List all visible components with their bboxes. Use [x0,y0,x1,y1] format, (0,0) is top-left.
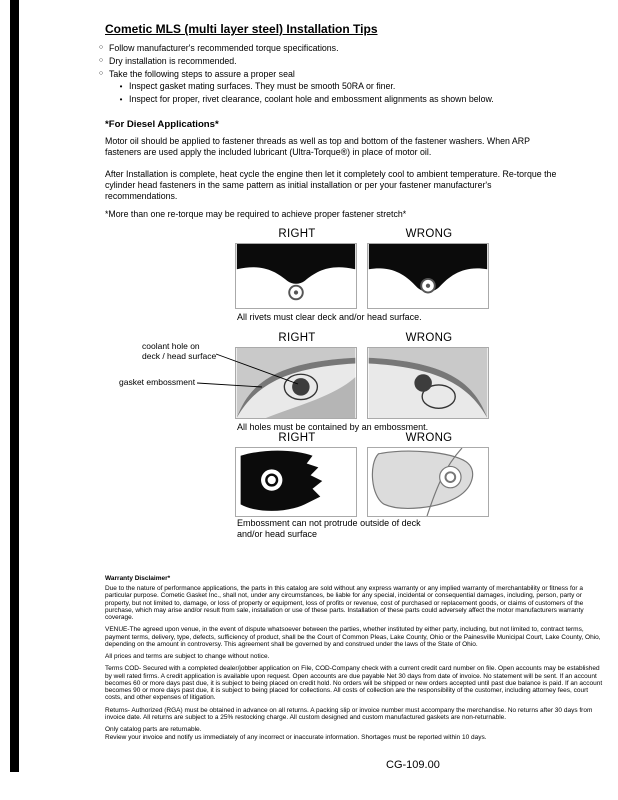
callout-line: coolant hole on [142,341,200,351]
right-label: RIGHT [278,432,316,444]
rivet-clear-right-diagram [235,243,357,309]
list-item [97,44,494,53]
tip-text: Follow manufacturer's recommended torque specifications. [109,43,339,53]
warranty-paragraph: Review your invoice and notify us immediately of any incorrect or inaccurate information. Shortages must be reported within 10 days. [105,733,487,741]
hollow-bullet-icon: ○ [98,44,104,52]
sub-list-item [117,82,494,91]
hollow-bullet-icon: ○ [98,69,104,77]
installation-tips-list [97,44,494,108]
right-label: RIGHT [278,228,316,240]
wrong-label: WRONG [405,228,453,240]
right-label: RIGHT [278,332,316,344]
embossment-protruding-wrong-diagram [367,447,489,517]
hollow-bullet-icon: ○ [98,57,104,65]
warranty-heading: Warranty Disclaimer* [105,575,171,582]
embossment-caption: All holes must be contained by an embossment. [237,422,429,432]
catalog-page-number: CG-109.00 [386,759,440,771]
list-item [97,70,494,79]
callout-line: deck / head surface [142,351,217,362]
warranty-paragraph: VENUE-The agreed upon venue, in the event of dispute whatsoever between the parties, whether instituted by either party, including, but not limited to, contract terms, payment terms, delivery, type, defects, sufficiency of product, shall be the Court of Common Pleas, Lake County, Ohio or the Painesville Municipal Court, Lake County, Ohio, depending on the amount in controversy. This agreement shall be governed by and construed under the laws of the State of Ohio. [105,626,601,648]
callout-leader-lines [188,344,304,396]
right-example-column [235,228,359,309]
warranty-paragraph: Terms COD- Secured with a completed dealer/jobber application on File, COD-Company check with a current credit card number on file. Open accounts may be established by well rated firms. A credit application is available upon request. Open accounts are due payable Net 30 days from date of invoice. No statement will be sent. If an account becomes 60 or more days past due, it is subject to being placed on credit hold. No orders will be shipped or new orders accepted until past due balance is paid. If an account becomes 90 or more days past due, it is subject to being placed for collections. All costs of collection are the responsibility of the customer, including attorney fees, court costs, and other expenses of litigation. [105,665,603,702]
warranty-paragraph: All prices and terms are subject to change without notice. [105,653,270,661]
warranty-paragraph: Returns- Authorized (RGA) must be obtained in advance on all returns. A packing slip or invoice number must accompany the merchandise. No returns after 30 days from invoice date. All returns are subject to a 25% restocking charge. All custom designed and custom manufactured gaskets are non-returnable. [105,706,593,721]
wrong-example-column [367,432,491,517]
hole-not-contained-wrong-diagram [367,347,489,419]
wrong-example-column [367,332,491,419]
tip-text: Take the following steps to assure a proper seal [109,68,295,79]
tip-text: Inspect for proper, rivet clearance, coolant hole and embossment alignments as shown below. [129,94,494,105]
rivets-caption: All rivets must clear deck and/or head surface. [237,312,422,322]
diesel-paragraph-1: Motor oil should be applied to fastener threads as well as top and bottom of the fastener washers. When ARP fasteners are used apply the included lubricant (Ultra-Torque®) in place of motor oil. [105,136,530,157]
embossment-inside-right-diagram [235,447,357,517]
warranty-paragraph: Due to the nature of performance applications, the parts in this catalog are sold without any express warranty or any implied warranty of merchantability or fitness for a particular purpose. Cometic Gasket Inc., shall not, under any circumstances, be liable for any special, incidental or consequential damages, including, person, party or property, but not limited to, damage, or loss of property or equipment, loss of profits or revenue, cost of purchased or replacement goods, or claims of customers of the purchase, which may arise and/or result from sale, installation or use of these parts. Installation of these parts could adversely affect the motor manufacturers warranty coverage. [105,585,584,622]
wrong-example-column [367,228,491,309]
rivet-touching-wrong-diagram [367,243,489,309]
protrusion-caption: Embossment can not protrude outside of deck and/or head surface [237,518,421,540]
warranty-paragraph: Only catalog parts are returnable. [105,726,202,734]
diagram-row-rivets [235,228,491,309]
sub-list-item [117,95,494,104]
solid-bullet-icon: • [119,81,123,91]
wrong-label: WRONG [405,432,453,444]
wrong-label: WRONG [405,332,453,344]
retorque-note: *More than one re-torque may be required to achieve proper fastener stretch* [105,209,407,219]
tip-text: Dry installation is recommended. [109,55,237,66]
page-title: Cometic MLS (multi layer steel) Installation Tips [105,22,378,36]
diesel-paragraph-2: After Installation is complete, heat cycle the engine then let it completely cool to ambient temperature. Re-torque the cylinder head fasteners in the same pattern as initial installation or per your fastener manufacturer's recommendations. [105,169,557,201]
warranty-section [105,575,605,746]
diesel-applications-heading: *For Diesel Applications* [105,119,219,130]
diagram-row-protrusion [235,432,491,517]
gasket-embossment-callout: gasket embossment [119,377,196,387]
solid-bullet-icon: • [119,94,123,104]
list-item [97,57,494,66]
page-edge-black-bar [10,0,19,772]
right-example-column [235,432,359,517]
tip-text: Inspect gasket mating surfaces. They must be smooth 50RA or finer. [129,81,396,92]
